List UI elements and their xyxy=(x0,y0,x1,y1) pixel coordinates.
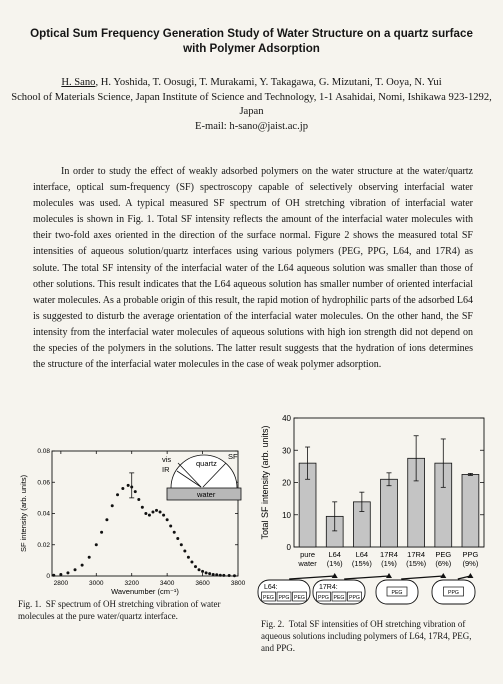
polymer-block-label: PEG xyxy=(333,594,345,601)
x-category-label: 17R4 xyxy=(407,550,426,559)
bar xyxy=(381,479,398,547)
data-point xyxy=(155,509,158,512)
co-authors: , H. Yoshida, T. Oosugi, T. Murakami, Y. Takagawa, G. Mizutani, T. Ooya, N. Yui xyxy=(95,77,442,88)
data-point xyxy=(233,574,236,577)
data-point xyxy=(173,531,176,534)
data-point xyxy=(88,556,91,559)
x-category-label: 17R4 xyxy=(380,550,398,559)
schematic-arrow xyxy=(289,576,335,579)
y-tick-label: 0.02 xyxy=(37,541,50,549)
data-point xyxy=(105,518,108,521)
figure-2-caption-number: Fig. 2. xyxy=(261,619,285,629)
data-point xyxy=(137,498,140,501)
polymer-block-label: PEG xyxy=(294,594,305,601)
schematic-arrow xyxy=(344,576,389,579)
paper-title: Optical Sum Frequency Generation Study of Water Structure on a quartz surface with Polymer Adsorption xyxy=(30,27,473,55)
bar xyxy=(462,474,479,547)
data-point xyxy=(228,574,231,577)
figure-2-schematics xyxy=(258,573,475,604)
x-category-label: (15%) xyxy=(406,559,427,568)
data-point xyxy=(169,525,172,528)
data-point xyxy=(162,514,165,517)
y-tick-label: 0 xyxy=(286,543,291,552)
data-point xyxy=(121,487,124,490)
x-category-label: (9%) xyxy=(462,559,479,568)
data-point xyxy=(201,570,204,573)
data-point xyxy=(222,574,225,577)
affiliation: School of Materials Science, Japan Institute of Science and Technology, 1-1 Asahidai, Nomi, Ishikawa 923-1292, Japan xyxy=(11,91,492,117)
figure-2-caption xyxy=(261,618,485,654)
x-category-label: L64 xyxy=(355,550,369,559)
polymer-block-label: PPG xyxy=(448,589,459,596)
data-point xyxy=(208,572,211,575)
y-tick-label: 0.08 xyxy=(37,448,50,456)
schematic-arrow xyxy=(401,576,443,579)
x-axis-label: Wavenumber (cm⁻¹) xyxy=(111,587,179,596)
figure-1-caption-text: SF spectrum of OH stretching vibration of water molecules at the pure water/quartz interface. xyxy=(18,599,221,621)
x-tick-label: 3000 xyxy=(89,580,104,587)
data-point xyxy=(59,573,62,576)
x-category-label: PEG xyxy=(435,550,452,559)
data-point xyxy=(134,490,137,493)
x-tick-label: 2800 xyxy=(53,580,69,587)
figure-1-caption xyxy=(18,598,233,622)
x-tick-label: 3200 xyxy=(124,580,139,587)
data-point xyxy=(81,564,84,567)
figure-2-bars xyxy=(297,436,478,568)
data-point xyxy=(183,550,186,553)
x-category-label: pure xyxy=(300,550,316,559)
data-point xyxy=(100,531,103,534)
x-tick-label: 3600 xyxy=(195,580,210,587)
y-tick-label: 40 xyxy=(282,414,291,423)
data-point xyxy=(52,574,55,577)
polymer-block-label: PEG xyxy=(391,589,403,596)
data-point xyxy=(212,573,215,576)
y-tick-label: 20 xyxy=(282,478,291,488)
x-tick-label: 3400 xyxy=(159,580,175,587)
polymer-block-label: PPG xyxy=(318,594,329,601)
data-point xyxy=(116,493,119,496)
inset-vis-label: vis xyxy=(162,455,172,464)
figure-2-caption-text: Total SF intensities of OH stretching vibration of aqueous solutions including polymers of L64, 17R4, PEG, and PPG. xyxy=(261,619,472,653)
data-point xyxy=(219,574,222,577)
data-point xyxy=(151,510,154,513)
inset-sf-label: SF xyxy=(228,452,238,461)
inset-water-label: water xyxy=(197,490,216,499)
data-point xyxy=(198,568,201,571)
y-tick-label: 10 xyxy=(282,510,291,520)
y-axis-label: Total SF intensity (arb. units) xyxy=(260,425,270,540)
y-tick-label: 0.04 xyxy=(37,510,50,518)
data-point xyxy=(190,560,193,563)
data-point xyxy=(127,484,130,487)
polymer-name-label: L64: xyxy=(264,584,278,591)
x-category-label: (15%) xyxy=(351,559,372,568)
x-category-label: (1%) xyxy=(381,559,397,568)
data-point xyxy=(148,514,151,517)
x-tick-label: 3800 xyxy=(230,580,246,587)
data-point xyxy=(205,571,208,574)
y-axis-label: SF intensity (arb. units) xyxy=(19,474,28,553)
polymer-block-label: PPG xyxy=(349,594,360,601)
author-block xyxy=(10,76,493,134)
data-point xyxy=(187,556,190,559)
data-point xyxy=(176,537,179,540)
polymer-name-label: 17R4: xyxy=(319,584,338,591)
abstract-text: In order to study the effect of weakly adsorbed polymers on the water structure at the water/quartz interface, optical sum-frequency (SF) spectroscopy capable of selectively observing interfacial water molecules was used. A typical measured SF spectrum of OH stretching vibration of interfacial water molecules is shown in Fig. 1. Total SF intensity reflects the amount of the interfacial water molecules with their two-fold axes oriented in the direction of the surface normal. Figure 2 shows the measured total SF intensities of aqueous solution/quartz interfaces using various polymers (PEG, PPG, L64, and 17R4) as solute. The total SF intensity of the interfacial water of the L64 aqueous solution was smaller than those of other solutions. This result indicates that the L64 aqueous solution has smaller number of oriented interfacial water molecules. As a probable origin of this result, the rapid motion of hydrophilic parts of the adsorbed L64 is suggested to disturb the average orientation of the interfacial water molecules. On the other hand, the SF intensity from the interfacial water molecules of aqueous solutions with high ion strength did not depend on the species of the polymers in the solutions. The latter result suggests that the hydration of ions determines the structure of the interfacial water molecules in the case of weak polymer adsorption. xyxy=(33,166,473,371)
polymer-block-label: PPG xyxy=(278,594,290,601)
data-point xyxy=(74,568,77,571)
data-point xyxy=(215,573,218,576)
x-category-label: (6%) xyxy=(435,559,452,568)
author-list xyxy=(10,76,493,91)
inset-ir-label: IR xyxy=(162,465,170,474)
y-tick-label: 0.06 xyxy=(37,479,50,487)
data-point xyxy=(159,510,162,513)
x-category-label: PPG xyxy=(462,550,479,559)
data-point xyxy=(194,565,197,568)
email: E-mail: h-sano@jaist.ac.jp xyxy=(194,120,308,132)
y-tick-label: 30 xyxy=(282,446,291,456)
x-category-label: water xyxy=(298,559,317,568)
inset-quartz-label: quartz xyxy=(196,459,217,468)
x-category-label: L64 xyxy=(328,550,341,559)
data-point xyxy=(166,518,169,521)
y-tick-label: 0 xyxy=(46,573,50,581)
data-point xyxy=(180,543,183,546)
figure-1-inset xyxy=(162,452,241,500)
data-point xyxy=(144,512,147,515)
figure-1-caption-number: Fig. 1. xyxy=(18,599,42,609)
x-category-label: (1%) xyxy=(326,559,343,568)
data-point xyxy=(141,506,144,509)
data-point xyxy=(111,504,114,507)
data-point xyxy=(95,543,98,546)
polymer-block-label: PEG xyxy=(263,594,274,601)
schematic-arrow-head xyxy=(467,573,473,578)
data-point xyxy=(66,571,69,574)
presenting-author: H. Sano xyxy=(61,77,96,88)
